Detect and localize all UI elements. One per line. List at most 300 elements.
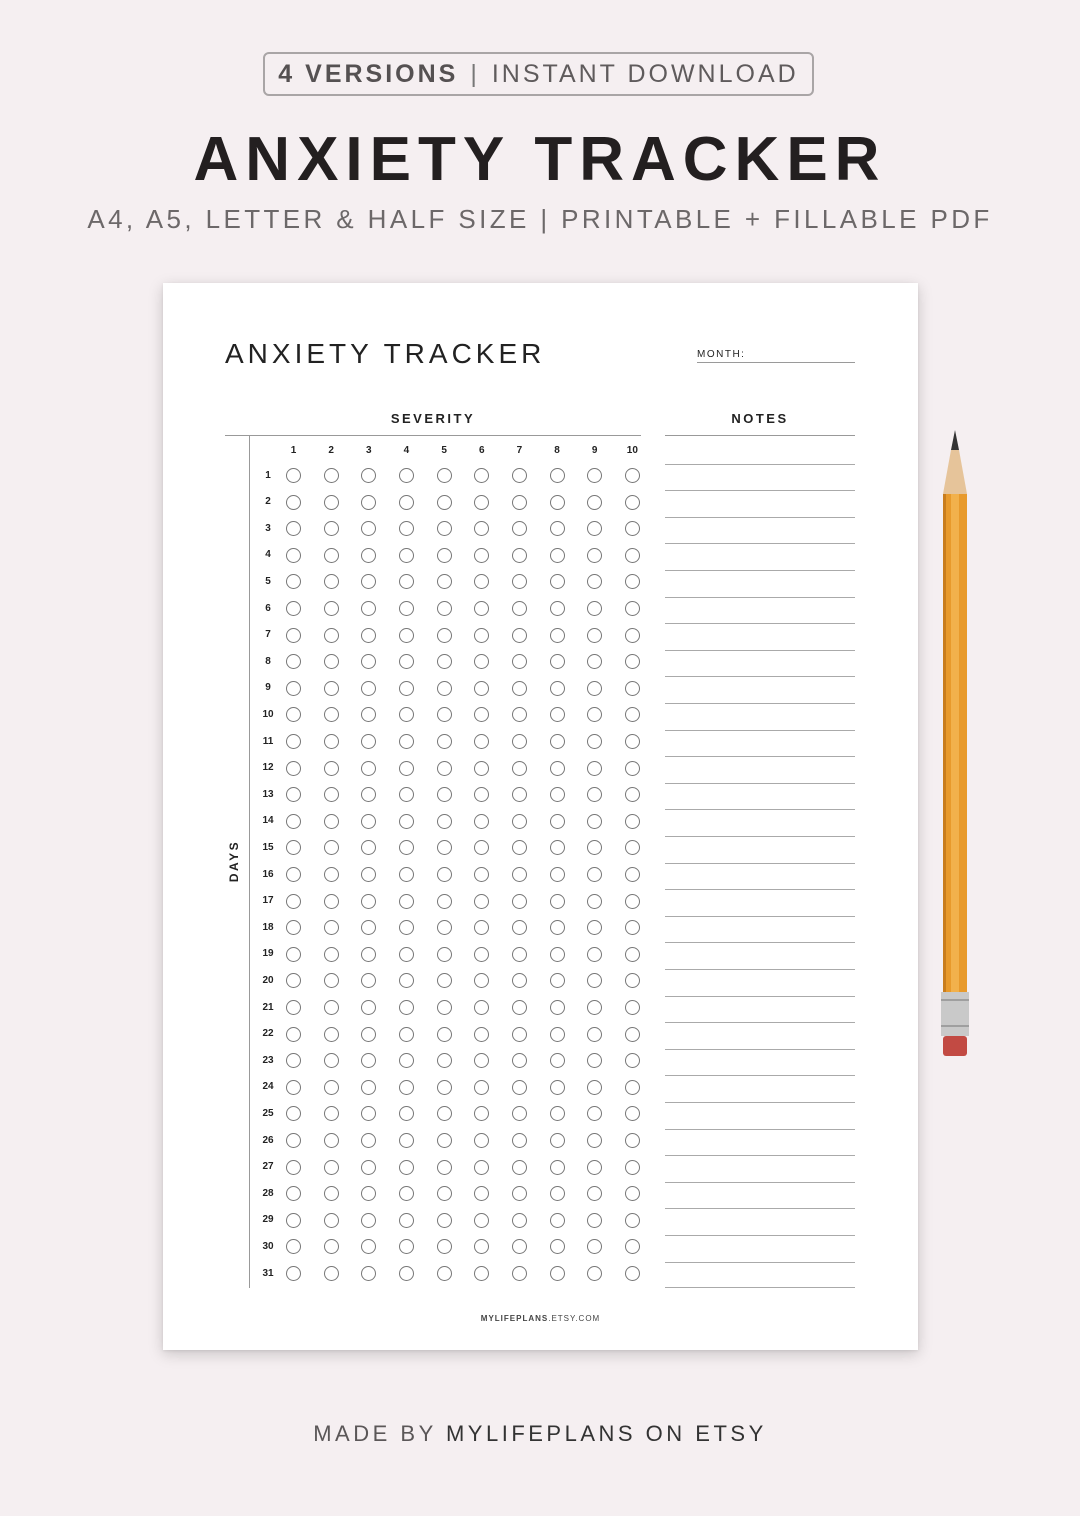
severity-bubble-day-14-level-6[interactable] bbox=[474, 814, 489, 829]
severity-bubble-day-7-level-5[interactable] bbox=[437, 628, 452, 643]
severity-bubble-day-13-level-10[interactable] bbox=[625, 787, 640, 802]
severity-bubble-day-13-level-9[interactable] bbox=[587, 787, 602, 802]
severity-bubble-day-11-level-4[interactable] bbox=[399, 734, 414, 749]
severity-bubble-day-24-level-10[interactable] bbox=[625, 1080, 640, 1095]
severity-bubble-day-28-level-4[interactable] bbox=[399, 1186, 414, 1201]
severity-bubble-day-23-level-10[interactable] bbox=[625, 1053, 640, 1068]
severity-bubble-day-23-level-7[interactable] bbox=[512, 1053, 527, 1068]
severity-bubble-day-27-level-1[interactable] bbox=[286, 1160, 301, 1175]
severity-bubble-day-29-level-7[interactable] bbox=[512, 1213, 527, 1228]
severity-bubble-day-5-level-6[interactable] bbox=[474, 574, 489, 589]
note-line-day-10[interactable] bbox=[665, 703, 855, 704]
severity-bubble-day-16-level-10[interactable] bbox=[625, 867, 640, 882]
severity-bubble-day-2-level-6[interactable] bbox=[474, 495, 489, 510]
severity-bubble-day-15-level-3[interactable] bbox=[361, 840, 376, 855]
severity-bubble-day-19-level-10[interactable] bbox=[625, 947, 640, 962]
severity-bubble-day-24-level-2[interactable] bbox=[324, 1080, 339, 1095]
severity-bubble-day-3-level-10[interactable] bbox=[625, 521, 640, 536]
severity-bubble-day-5-level-9[interactable] bbox=[587, 574, 602, 589]
severity-bubble-day-23-level-8[interactable] bbox=[550, 1053, 565, 1068]
severity-bubble-day-24-level-5[interactable] bbox=[437, 1080, 452, 1095]
severity-bubble-day-24-level-3[interactable] bbox=[361, 1080, 376, 1095]
severity-bubble-day-9-level-10[interactable] bbox=[625, 681, 640, 696]
severity-bubble-day-13-level-1[interactable] bbox=[286, 787, 301, 802]
severity-bubble-day-27-level-2[interactable] bbox=[324, 1160, 339, 1175]
severity-bubble-day-3-level-5[interactable] bbox=[437, 521, 452, 536]
severity-bubble-day-20-level-2[interactable] bbox=[324, 973, 339, 988]
severity-bubble-day-15-level-4[interactable] bbox=[399, 840, 414, 855]
note-line-day-12[interactable] bbox=[665, 756, 855, 757]
severity-bubble-day-9-level-7[interactable] bbox=[512, 681, 527, 696]
note-line-day-13[interactable] bbox=[665, 783, 855, 784]
severity-bubble-day-18-level-9[interactable] bbox=[587, 920, 602, 935]
severity-bubble-day-22-level-9[interactable] bbox=[587, 1027, 602, 1042]
severity-bubble-day-19-level-7[interactable] bbox=[512, 947, 527, 962]
severity-bubble-day-12-level-3[interactable] bbox=[361, 761, 376, 776]
severity-bubble-day-19-level-8[interactable] bbox=[550, 947, 565, 962]
severity-bubble-day-19-level-6[interactable] bbox=[474, 947, 489, 962]
severity-bubble-day-18-level-4[interactable] bbox=[399, 920, 414, 935]
severity-bubble-day-5-level-10[interactable] bbox=[625, 574, 640, 589]
severity-bubble-day-26-level-8[interactable] bbox=[550, 1133, 565, 1148]
severity-bubble-day-9-level-5[interactable] bbox=[437, 681, 452, 696]
severity-bubble-day-22-level-1[interactable] bbox=[286, 1027, 301, 1042]
severity-bubble-day-8-level-10[interactable] bbox=[625, 654, 640, 669]
severity-bubble-day-14-level-9[interactable] bbox=[587, 814, 602, 829]
note-line-day-9[interactable] bbox=[665, 676, 855, 677]
severity-bubble-day-13-level-8[interactable] bbox=[550, 787, 565, 802]
severity-bubble-day-17-level-3[interactable] bbox=[361, 894, 376, 909]
note-line-day-30[interactable] bbox=[665, 1235, 855, 1236]
severity-bubble-day-15-level-5[interactable] bbox=[437, 840, 452, 855]
severity-bubble-day-4-level-8[interactable] bbox=[550, 548, 565, 563]
severity-bubble-day-17-level-6[interactable] bbox=[474, 894, 489, 909]
severity-bubble-day-19-level-2[interactable] bbox=[324, 947, 339, 962]
severity-bubble-day-12-level-9[interactable] bbox=[587, 761, 602, 776]
severity-bubble-day-26-level-9[interactable] bbox=[587, 1133, 602, 1148]
severity-bubble-day-10-level-9[interactable] bbox=[587, 707, 602, 722]
severity-bubble-day-14-level-1[interactable] bbox=[286, 814, 301, 829]
severity-bubble-day-23-level-2[interactable] bbox=[324, 1053, 339, 1068]
severity-bubble-day-8-level-1[interactable] bbox=[286, 654, 301, 669]
severity-bubble-day-25-level-7[interactable] bbox=[512, 1106, 527, 1121]
severity-bubble-day-15-level-6[interactable] bbox=[474, 840, 489, 855]
note-line-day-28[interactable] bbox=[665, 1182, 855, 1183]
note-line-day-16[interactable] bbox=[665, 863, 855, 864]
severity-bubble-day-25-level-4[interactable] bbox=[399, 1106, 414, 1121]
severity-bubble-day-14-level-8[interactable] bbox=[550, 814, 565, 829]
note-line-final[interactable] bbox=[665, 1287, 855, 1288]
severity-bubble-day-30-level-6[interactable] bbox=[474, 1239, 489, 1254]
note-line-day-17[interactable] bbox=[665, 889, 855, 890]
severity-bubble-day-28-level-5[interactable] bbox=[437, 1186, 452, 1201]
severity-bubble-day-11-level-10[interactable] bbox=[625, 734, 640, 749]
severity-bubble-day-28-level-3[interactable] bbox=[361, 1186, 376, 1201]
severity-bubble-day-16-level-8[interactable] bbox=[550, 867, 565, 882]
severity-bubble-day-20-level-4[interactable] bbox=[399, 973, 414, 988]
severity-bubble-day-6-level-7[interactable] bbox=[512, 601, 527, 616]
severity-bubble-day-13-level-4[interactable] bbox=[399, 787, 414, 802]
severity-bubble-day-19-level-4[interactable] bbox=[399, 947, 414, 962]
severity-bubble-day-11-level-6[interactable] bbox=[474, 734, 489, 749]
severity-bubble-day-26-level-7[interactable] bbox=[512, 1133, 527, 1148]
severity-bubble-day-29-level-8[interactable] bbox=[550, 1213, 565, 1228]
severity-bubble-day-4-level-2[interactable] bbox=[324, 548, 339, 563]
severity-bubble-day-29-level-1[interactable] bbox=[286, 1213, 301, 1228]
severity-bubble-day-13-level-2[interactable] bbox=[324, 787, 339, 802]
severity-bubble-day-12-level-7[interactable] bbox=[512, 761, 527, 776]
severity-bubble-day-4-level-3[interactable] bbox=[361, 548, 376, 563]
severity-bubble-day-25-level-10[interactable] bbox=[625, 1106, 640, 1121]
severity-bubble-day-26-level-6[interactable] bbox=[474, 1133, 489, 1148]
severity-bubble-day-14-level-5[interactable] bbox=[437, 814, 452, 829]
severity-bubble-day-13-level-7[interactable] bbox=[512, 787, 527, 802]
severity-bubble-day-3-level-1[interactable] bbox=[286, 521, 301, 536]
severity-bubble-day-8-level-6[interactable] bbox=[474, 654, 489, 669]
severity-bubble-day-27-level-4[interactable] bbox=[399, 1160, 414, 1175]
note-line-day-8[interactable] bbox=[665, 650, 855, 651]
severity-bubble-day-7-level-7[interactable] bbox=[512, 628, 527, 643]
severity-bubble-day-18-level-7[interactable] bbox=[512, 920, 527, 935]
severity-bubble-day-21-level-10[interactable] bbox=[625, 1000, 640, 1015]
severity-bubble-day-21-level-8[interactable] bbox=[550, 1000, 565, 1015]
severity-bubble-day-31-level-4[interactable] bbox=[399, 1266, 414, 1281]
severity-bubble-day-20-level-7[interactable] bbox=[512, 973, 527, 988]
note-line-day-31[interactable] bbox=[665, 1262, 855, 1263]
severity-bubble-day-27-level-3[interactable] bbox=[361, 1160, 376, 1175]
severity-bubble-day-10-level-3[interactable] bbox=[361, 707, 376, 722]
severity-bubble-day-8-level-5[interactable] bbox=[437, 654, 452, 669]
severity-bubble-day-24-level-4[interactable] bbox=[399, 1080, 414, 1095]
note-line-day-19[interactable] bbox=[665, 942, 855, 943]
severity-bubble-day-2-level-5[interactable] bbox=[437, 495, 452, 510]
severity-bubble-day-21-level-2[interactable] bbox=[324, 1000, 339, 1015]
severity-bubble-day-6-level-2[interactable] bbox=[324, 601, 339, 616]
severity-bubble-day-28-level-7[interactable] bbox=[512, 1186, 527, 1201]
note-line-day-11[interactable] bbox=[665, 730, 855, 731]
severity-bubble-day-25-level-3[interactable] bbox=[361, 1106, 376, 1121]
severity-bubble-day-27-level-8[interactable] bbox=[550, 1160, 565, 1175]
severity-bubble-day-29-level-9[interactable] bbox=[587, 1213, 602, 1228]
severity-bubble-day-10-level-7[interactable] bbox=[512, 707, 527, 722]
severity-bubble-day-29-level-4[interactable] bbox=[399, 1213, 414, 1228]
severity-bubble-day-20-level-3[interactable] bbox=[361, 973, 376, 988]
severity-bubble-day-24-level-6[interactable] bbox=[474, 1080, 489, 1095]
severity-bubble-day-25-level-6[interactable] bbox=[474, 1106, 489, 1121]
note-line-day-3[interactable] bbox=[665, 517, 855, 518]
severity-bubble-day-11-level-1[interactable] bbox=[286, 734, 301, 749]
severity-bubble-day-8-level-4[interactable] bbox=[399, 654, 414, 669]
severity-bubble-day-12-level-8[interactable] bbox=[550, 761, 565, 776]
severity-bubble-day-5-level-7[interactable] bbox=[512, 574, 527, 589]
severity-bubble-day-6-level-1[interactable] bbox=[286, 601, 301, 616]
severity-bubble-day-2-level-3[interactable] bbox=[361, 495, 376, 510]
severity-bubble-day-19-level-5[interactable] bbox=[437, 947, 452, 962]
severity-bubble-day-30-level-4[interactable] bbox=[399, 1239, 414, 1254]
severity-bubble-day-3-level-7[interactable] bbox=[512, 521, 527, 536]
severity-bubble-day-2-level-9[interactable] bbox=[587, 495, 602, 510]
severity-bubble-day-16-level-3[interactable] bbox=[361, 867, 376, 882]
note-line-day-4[interactable] bbox=[665, 543, 855, 544]
note-line-day-15[interactable] bbox=[665, 836, 855, 837]
severity-bubble-day-22-level-3[interactable] bbox=[361, 1027, 376, 1042]
severity-bubble-day-5-level-1[interactable] bbox=[286, 574, 301, 589]
severity-bubble-day-22-level-8[interactable] bbox=[550, 1027, 565, 1042]
severity-bubble-day-4-level-7[interactable] bbox=[512, 548, 527, 563]
severity-bubble-day-13-level-6[interactable] bbox=[474, 787, 489, 802]
severity-bubble-day-31-level-2[interactable] bbox=[324, 1266, 339, 1281]
severity-bubble-day-28-level-9[interactable] bbox=[587, 1186, 602, 1201]
severity-bubble-day-11-level-5[interactable] bbox=[437, 734, 452, 749]
severity-bubble-day-18-level-10[interactable] bbox=[625, 920, 640, 935]
severity-bubble-day-10-level-8[interactable] bbox=[550, 707, 565, 722]
severity-bubble-day-25-level-8[interactable] bbox=[550, 1106, 565, 1121]
severity-bubble-day-18-level-1[interactable] bbox=[286, 920, 301, 935]
severity-bubble-day-5-level-2[interactable] bbox=[324, 574, 339, 589]
severity-bubble-day-15-level-2[interactable] bbox=[324, 840, 339, 855]
severity-bubble-day-4-level-1[interactable] bbox=[286, 548, 301, 563]
severity-bubble-day-25-level-5[interactable] bbox=[437, 1106, 452, 1121]
severity-bubble-day-6-level-9[interactable] bbox=[587, 601, 602, 616]
severity-bubble-day-10-level-6[interactable] bbox=[474, 707, 489, 722]
severity-bubble-day-7-level-10[interactable] bbox=[625, 628, 640, 643]
severity-bubble-day-24-level-8[interactable] bbox=[550, 1080, 565, 1095]
severity-bubble-day-6-level-3[interactable] bbox=[361, 601, 376, 616]
severity-bubble-day-17-level-1[interactable] bbox=[286, 894, 301, 909]
severity-bubble-day-2-level-4[interactable] bbox=[399, 495, 414, 510]
severity-bubble-day-30-level-7[interactable] bbox=[512, 1239, 527, 1254]
severity-bubble-day-16-level-6[interactable] bbox=[474, 867, 489, 882]
severity-bubble-day-3-level-8[interactable] bbox=[550, 521, 565, 536]
severity-bubble-day-9-level-1[interactable] bbox=[286, 681, 301, 696]
severity-bubble-day-31-level-5[interactable] bbox=[437, 1266, 452, 1281]
severity-bubble-day-1-level-9[interactable] bbox=[587, 468, 602, 483]
note-line-day-7[interactable] bbox=[665, 623, 855, 624]
severity-bubble-day-27-level-7[interactable] bbox=[512, 1160, 527, 1175]
note-line-day-24[interactable] bbox=[665, 1075, 855, 1076]
severity-bubble-day-16-level-4[interactable] bbox=[399, 867, 414, 882]
severity-bubble-day-4-level-10[interactable] bbox=[625, 548, 640, 563]
severity-bubble-day-18-level-8[interactable] bbox=[550, 920, 565, 935]
severity-bubble-day-13-level-5[interactable] bbox=[437, 787, 452, 802]
severity-bubble-day-16-level-5[interactable] bbox=[437, 867, 452, 882]
severity-bubble-day-7-level-6[interactable] bbox=[474, 628, 489, 643]
note-line-day-29[interactable] bbox=[665, 1208, 855, 1209]
severity-bubble-day-16-level-1[interactable] bbox=[286, 867, 301, 882]
severity-bubble-day-31-level-1[interactable] bbox=[286, 1266, 301, 1281]
severity-bubble-day-17-level-7[interactable] bbox=[512, 894, 527, 909]
severity-bubble-day-12-level-10[interactable] bbox=[625, 761, 640, 776]
severity-bubble-day-22-level-2[interactable] bbox=[324, 1027, 339, 1042]
severity-bubble-day-22-level-6[interactable] bbox=[474, 1027, 489, 1042]
severity-bubble-day-21-level-1[interactable] bbox=[286, 1000, 301, 1015]
severity-bubble-day-18-level-5[interactable] bbox=[437, 920, 452, 935]
severity-bubble-day-30-level-2[interactable] bbox=[324, 1239, 339, 1254]
severity-bubble-day-19-level-1[interactable] bbox=[286, 947, 301, 962]
note-line-day-1[interactable] bbox=[665, 464, 855, 465]
month-field[interactable]: MONTH: bbox=[697, 349, 855, 363]
severity-bubble-day-2-level-1[interactable] bbox=[286, 495, 301, 510]
severity-bubble-day-27-level-9[interactable] bbox=[587, 1160, 602, 1175]
severity-bubble-day-23-level-6[interactable] bbox=[474, 1053, 489, 1068]
severity-bubble-day-7-level-9[interactable] bbox=[587, 628, 602, 643]
severity-bubble-day-11-level-9[interactable] bbox=[587, 734, 602, 749]
severity-bubble-day-8-level-9[interactable] bbox=[587, 654, 602, 669]
severity-bubble-day-26-level-10[interactable] bbox=[625, 1133, 640, 1148]
severity-bubble-day-12-level-2[interactable] bbox=[324, 761, 339, 776]
severity-bubble-day-7-level-2[interactable] bbox=[324, 628, 339, 643]
note-line-day-6[interactable] bbox=[665, 597, 855, 598]
severity-bubble-day-9-level-2[interactable] bbox=[324, 681, 339, 696]
severity-bubble-day-28-level-10[interactable] bbox=[625, 1186, 640, 1201]
severity-bubble-day-9-level-8[interactable] bbox=[550, 681, 565, 696]
severity-bubble-day-20-level-1[interactable] bbox=[286, 973, 301, 988]
severity-bubble-day-20-level-5[interactable] bbox=[437, 973, 452, 988]
severity-bubble-day-1-level-3[interactable] bbox=[361, 468, 376, 483]
severity-bubble-day-9-level-3[interactable] bbox=[361, 681, 376, 696]
severity-bubble-day-6-level-6[interactable] bbox=[474, 601, 489, 616]
note-line-day-25[interactable] bbox=[665, 1102, 855, 1103]
severity-bubble-day-23-level-4[interactable] bbox=[399, 1053, 414, 1068]
severity-bubble-day-27-level-10[interactable] bbox=[625, 1160, 640, 1175]
severity-bubble-day-17-level-8[interactable] bbox=[550, 894, 565, 909]
severity-bubble-day-21-level-7[interactable] bbox=[512, 1000, 527, 1015]
severity-bubble-day-18-level-3[interactable] bbox=[361, 920, 376, 935]
severity-bubble-day-22-level-4[interactable] bbox=[399, 1027, 414, 1042]
severity-bubble-day-14-level-3[interactable] bbox=[361, 814, 376, 829]
severity-bubble-day-1-level-2[interactable] bbox=[324, 468, 339, 483]
note-line-day-20[interactable] bbox=[665, 969, 855, 970]
severity-bubble-day-19-level-3[interactable] bbox=[361, 947, 376, 962]
severity-bubble-day-6-level-10[interactable] bbox=[625, 601, 640, 616]
severity-bubble-day-28-level-2[interactable] bbox=[324, 1186, 339, 1201]
severity-bubble-day-27-level-5[interactable] bbox=[437, 1160, 452, 1175]
severity-bubble-day-8-level-7[interactable] bbox=[512, 654, 527, 669]
severity-bubble-day-21-level-9[interactable] bbox=[587, 1000, 602, 1015]
severity-bubble-day-12-level-6[interactable] bbox=[474, 761, 489, 776]
severity-bubble-day-24-level-1[interactable] bbox=[286, 1080, 301, 1095]
severity-bubble-day-30-level-1[interactable] bbox=[286, 1239, 301, 1254]
severity-bubble-day-31-level-10[interactable] bbox=[625, 1266, 640, 1281]
severity-bubble-day-1-level-4[interactable] bbox=[399, 468, 414, 483]
severity-bubble-day-2-level-2[interactable] bbox=[324, 495, 339, 510]
severity-bubble-day-9-level-6[interactable] bbox=[474, 681, 489, 696]
severity-bubble-day-15-level-1[interactable] bbox=[286, 840, 301, 855]
severity-bubble-day-9-level-9[interactable] bbox=[587, 681, 602, 696]
severity-bubble-day-14-level-7[interactable] bbox=[512, 814, 527, 829]
severity-bubble-day-29-level-2[interactable] bbox=[324, 1213, 339, 1228]
severity-bubble-day-8-level-2[interactable] bbox=[324, 654, 339, 669]
severity-bubble-day-16-level-7[interactable] bbox=[512, 867, 527, 882]
severity-bubble-day-21-level-5[interactable] bbox=[437, 1000, 452, 1015]
severity-bubble-day-16-level-9[interactable] bbox=[587, 867, 602, 882]
severity-bubble-day-21-level-3[interactable] bbox=[361, 1000, 376, 1015]
severity-bubble-day-3-level-4[interactable] bbox=[399, 521, 414, 536]
severity-bubble-day-1-level-10[interactable] bbox=[625, 468, 640, 483]
severity-bubble-day-6-level-4[interactable] bbox=[399, 601, 414, 616]
severity-bubble-day-26-level-3[interactable] bbox=[361, 1133, 376, 1148]
severity-bubble-day-2-level-8[interactable] bbox=[550, 495, 565, 510]
severity-bubble-day-28-level-6[interactable] bbox=[474, 1186, 489, 1201]
severity-bubble-day-1-level-7[interactable] bbox=[512, 468, 527, 483]
severity-bubble-day-22-level-7[interactable] bbox=[512, 1027, 527, 1042]
note-line-day-5[interactable] bbox=[665, 570, 855, 571]
severity-bubble-day-7-level-8[interactable] bbox=[550, 628, 565, 643]
severity-bubble-day-30-level-5[interactable] bbox=[437, 1239, 452, 1254]
note-line-day-14[interactable] bbox=[665, 809, 855, 810]
severity-bubble-day-31-level-8[interactable] bbox=[550, 1266, 565, 1281]
severity-bubble-day-3-level-9[interactable] bbox=[587, 521, 602, 536]
severity-bubble-day-5-level-5[interactable] bbox=[437, 574, 452, 589]
severity-bubble-day-12-level-5[interactable] bbox=[437, 761, 452, 776]
severity-bubble-day-24-level-9[interactable] bbox=[587, 1080, 602, 1095]
severity-bubble-day-15-level-9[interactable] bbox=[587, 840, 602, 855]
severity-bubble-day-23-level-1[interactable] bbox=[286, 1053, 301, 1068]
note-line-day-21[interactable] bbox=[665, 996, 855, 997]
severity-bubble-day-20-level-10[interactable] bbox=[625, 973, 640, 988]
severity-bubble-day-11-level-2[interactable] bbox=[324, 734, 339, 749]
severity-bubble-day-8-level-3[interactable] bbox=[361, 654, 376, 669]
severity-bubble-day-26-level-1[interactable] bbox=[286, 1133, 301, 1148]
severity-bubble-day-26-level-4[interactable] bbox=[399, 1133, 414, 1148]
severity-bubble-day-10-level-1[interactable] bbox=[286, 707, 301, 722]
severity-bubble-day-4-level-5[interactable] bbox=[437, 548, 452, 563]
severity-bubble-day-15-level-10[interactable] bbox=[625, 840, 640, 855]
severity-bubble-day-29-level-10[interactable] bbox=[625, 1213, 640, 1228]
severity-bubble-day-30-level-8[interactable] bbox=[550, 1239, 565, 1254]
severity-bubble-day-7-level-1[interactable] bbox=[286, 628, 301, 643]
severity-bubble-day-9-level-4[interactable] bbox=[399, 681, 414, 696]
severity-bubble-day-14-level-2[interactable] bbox=[324, 814, 339, 829]
note-line-day-26[interactable] bbox=[665, 1129, 855, 1130]
severity-bubble-day-15-level-8[interactable] bbox=[550, 840, 565, 855]
severity-bubble-day-25-level-9[interactable] bbox=[587, 1106, 602, 1121]
severity-bubble-day-11-level-7[interactable] bbox=[512, 734, 527, 749]
severity-bubble-day-14-level-4[interactable] bbox=[399, 814, 414, 829]
severity-bubble-day-30-level-9[interactable] bbox=[587, 1239, 602, 1254]
severity-bubble-day-20-level-9[interactable] bbox=[587, 973, 602, 988]
severity-bubble-day-11-level-8[interactable] bbox=[550, 734, 565, 749]
severity-bubble-day-14-level-10[interactable] bbox=[625, 814, 640, 829]
severity-bubble-day-7-level-3[interactable] bbox=[361, 628, 376, 643]
severity-bubble-day-12-level-1[interactable] bbox=[286, 761, 301, 776]
severity-bubble-day-15-level-7[interactable] bbox=[512, 840, 527, 855]
severity-bubble-day-16-level-2[interactable] bbox=[324, 867, 339, 882]
severity-bubble-day-29-level-6[interactable] bbox=[474, 1213, 489, 1228]
note-line-day-2[interactable] bbox=[665, 490, 855, 491]
severity-bubble-day-2-level-10[interactable] bbox=[625, 495, 640, 510]
severity-bubble-day-17-level-9[interactable] bbox=[587, 894, 602, 909]
severity-bubble-day-11-level-3[interactable] bbox=[361, 734, 376, 749]
severity-bubble-day-12-level-4[interactable] bbox=[399, 761, 414, 776]
severity-bubble-day-5-level-4[interactable] bbox=[399, 574, 414, 589]
severity-bubble-day-7-level-4[interactable] bbox=[399, 628, 414, 643]
severity-bubble-day-31-level-9[interactable] bbox=[587, 1266, 602, 1281]
severity-bubble-day-22-level-10[interactable] bbox=[625, 1027, 640, 1042]
severity-bubble-day-1-level-1[interactable] bbox=[286, 468, 301, 483]
severity-bubble-day-27-level-6[interactable] bbox=[474, 1160, 489, 1175]
severity-bubble-day-30-level-10[interactable] bbox=[625, 1239, 640, 1254]
severity-bubble-day-18-level-6[interactable] bbox=[474, 920, 489, 935]
severity-bubble-day-20-level-6[interactable] bbox=[474, 973, 489, 988]
severity-bubble-day-25-level-1[interactable] bbox=[286, 1106, 301, 1121]
note-line-day-22[interactable] bbox=[665, 1022, 855, 1023]
severity-bubble-day-4-level-6[interactable] bbox=[474, 548, 489, 563]
severity-bubble-day-31-level-6[interactable] bbox=[474, 1266, 489, 1281]
severity-bubble-day-17-level-10[interactable] bbox=[625, 894, 640, 909]
severity-bubble-day-19-level-9[interactable] bbox=[587, 947, 602, 962]
severity-bubble-day-10-level-10[interactable] bbox=[625, 707, 640, 722]
